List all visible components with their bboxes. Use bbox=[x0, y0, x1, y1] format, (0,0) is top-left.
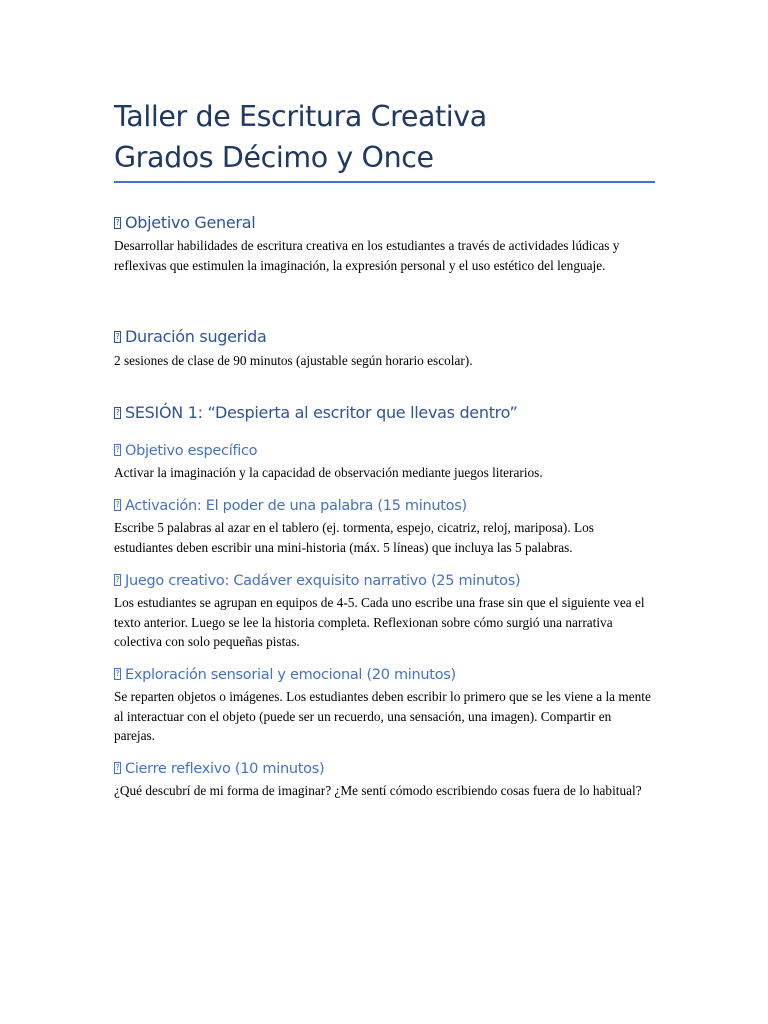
heading-text: Objetivo específico bbox=[125, 443, 258, 459]
missing-glyph-icon bbox=[114, 407, 121, 419]
heading-text: Juego creativo: Cadáver exquisito narrativo (25 minutos) bbox=[125, 573, 521, 589]
heading-cierre-reflexivo bbox=[114, 758, 655, 780]
heading-objetivo-general bbox=[114, 211, 655, 235]
missing-glyph-icon bbox=[114, 331, 121, 343]
heading-text: Objetivo General bbox=[125, 213, 256, 232]
heading-duracion bbox=[114, 325, 655, 349]
missing-glyph-icon bbox=[114, 574, 121, 586]
paragraph-activacion: Escribe 5 palabras al azar en el tablero (ej. tormenta, espejo, cicatriz, reloj, mariposa). Los estudiantes deben escribir una mini-historia (máx. 5 líneas) que incluya las 5 palabras. bbox=[114, 520, 594, 555]
heading-sesion-1 bbox=[114, 401, 655, 425]
heading-juego-creativo bbox=[114, 570, 655, 592]
missing-glyph-icon bbox=[114, 217, 121, 229]
paragraph-juego-creativo: Los estudiantes se agrupan en equipos de 4-5. Cada uno escribe una frase sin que el siguiente vea el texto anterior. Luego se lee la historia completa. Reflexionan sobre cómo surgió una narrativa colectiva con solo pequeñas pistas. bbox=[114, 595, 645, 650]
heading-exploracion-sensorial bbox=[114, 664, 655, 686]
heading-text: SESIÓN 1: “Despierta al escritor que llevas dentro” bbox=[125, 403, 518, 422]
missing-glyph-icon bbox=[114, 444, 121, 456]
heading-text: Activación: El poder de una palabra (15 minutos) bbox=[125, 498, 467, 514]
document-title bbox=[114, 96, 655, 178]
missing-glyph-icon bbox=[114, 762, 121, 774]
title-line-2: Grados Décimo y Once bbox=[114, 141, 434, 174]
heading-activacion bbox=[114, 495, 655, 517]
heading-text: Cierre reflexivo (10 minutos) bbox=[125, 761, 325, 777]
missing-glyph-icon bbox=[114, 668, 121, 680]
paragraph-exploracion-sensorial: Se reparten objetos o imágenes. Los estudiantes deben escribir lo primero que se les viene a la mente al interactuar con el objeto (puede ser un recuerdo, una sensación, una imagen). Compartir en parejas. bbox=[114, 689, 651, 744]
title-line-1: Taller de Escritura Creativa bbox=[114, 100, 487, 133]
paragraph-objetivo-general: Desarrollar habilidades de escritura creativa en los estudiantes a través de actividades lúdicas y reflexivas que estimulen la imaginación, la expresión personal y el uso estético del lenguaje. bbox=[114, 238, 620, 273]
title-underline bbox=[114, 181, 655, 183]
heading-text: Exploración sensorial y emocional (20 minutos) bbox=[125, 667, 456, 683]
heading-text: Duración sugerida bbox=[125, 327, 267, 346]
missing-glyph-icon bbox=[114, 499, 121, 511]
paragraph-duracion: 2 sesiones de clase de 90 minutos (ajustable según horario escolar). bbox=[114, 353, 473, 368]
heading-objetivo-especifico bbox=[114, 440, 655, 462]
paragraph-cierre-reflexivo: ¿Qué descubrí de mi forma de imaginar? ¿Me sentí cómodo escribiendo cosas fuera de lo habitual? bbox=[114, 783, 642, 798]
paragraph-objetivo-especifico: Activar la imaginación y la capacidad de observación mediante juegos literarios. bbox=[114, 465, 543, 480]
